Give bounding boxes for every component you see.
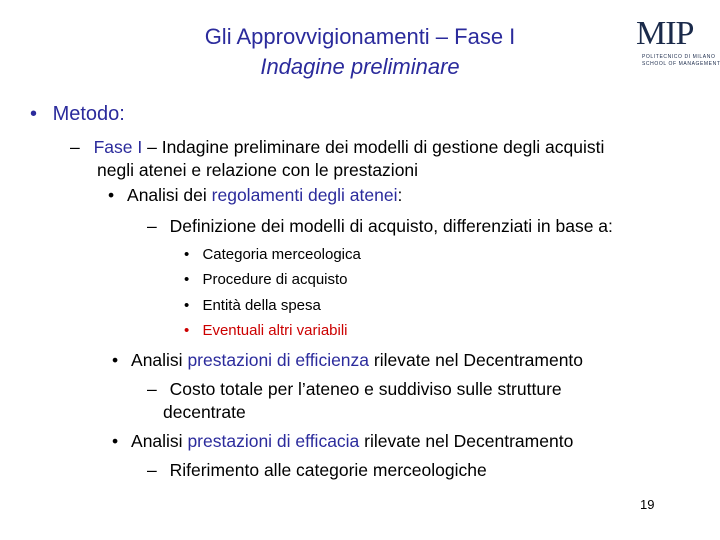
bullet-dot-icon: • [112, 350, 119, 370]
bullet-dot-icon: • [184, 297, 190, 314]
item-label: Categoria merceologica [202, 246, 361, 263]
logo-wordmark: MIP [636, 15, 694, 52]
analisi2-highlight: prestazioni di efficienza [187, 350, 370, 370]
costo-line-2: decentrate [163, 402, 246, 422]
bullet-dot-icon: • [184, 271, 190, 288]
analisi1-suffix: : [397, 185, 403, 205]
mip-logo [634, 14, 720, 68]
logo-caption-1: POLITECNICO DI MILANO [642, 54, 716, 60]
costo-text: Costo totale per l’ateneo e suddiviso sulle strutture [169, 379, 562, 399]
bullet-dot-icon: • [184, 322, 190, 339]
page-number: 19 [640, 497, 655, 512]
analisi-efficacia [112, 430, 573, 452]
analisi-efficienza [112, 349, 583, 371]
riferimento-line [147, 459, 487, 481]
dash-icon: – [147, 216, 157, 236]
list-item [184, 245, 361, 265]
analisi1-highlight: regolamenti degli atenei [211, 185, 398, 205]
riferimento-text: Riferimento alle categorie merceologiche [169, 460, 487, 480]
costo-line [147, 378, 562, 400]
analisi1-prefix: Analisi dei [127, 185, 212, 205]
item-label: Entità della spesa [202, 297, 321, 314]
definizione-text: Definizione dei modelli di acquisto, differenziati in base a: [169, 216, 613, 236]
dash-icon: – [70, 137, 80, 157]
title-line-1: Gli Approvvigionamenti – Fase I [204, 24, 516, 49]
bullet-metodo [30, 102, 125, 126]
list-item [184, 296, 321, 316]
dash-icon: – [147, 379, 157, 399]
item-label: Procedure di acquisto [202, 271, 348, 288]
list-item [184, 270, 348, 290]
title-line-2: Indagine preliminare [260, 54, 460, 79]
logo-caption-2: SCHOOL OF MANAGEMENT [642, 61, 720, 67]
analisi2-prefix: Analisi [131, 350, 188, 370]
analisi3-highlight: prestazioni di efficacia [187, 431, 360, 451]
list-item [184, 321, 348, 341]
bullet-dot-icon: • [108, 185, 115, 205]
fase-line-2: negli atenei e relazione con le prestazioni [97, 160, 419, 180]
bullet-dot-icon: • [30, 103, 38, 125]
analisi-regolamenti [108, 184, 402, 206]
analisi2-suffix: rilevate nel Decentramento [369, 350, 584, 370]
fase-prefix: Fase I [93, 137, 143, 157]
item-label: Eventuali altri variabili [202, 322, 348, 339]
analisi3-suffix: rilevate nel Decentramento [359, 431, 574, 451]
slide-title [0, 22, 720, 82]
dash-icon: – [147, 460, 157, 480]
metodo-label: Metodo: [52, 103, 125, 125]
definizione-line [147, 215, 613, 237]
analisi3-prefix: Analisi [131, 431, 188, 451]
bullet-dot-icon: • [112, 431, 119, 451]
bullet-dot-icon: • [184, 246, 190, 263]
fase-line [70, 136, 604, 158]
fase-rest: – Indagine preliminare dei modelli di gestione degli acquisti [142, 137, 605, 157]
